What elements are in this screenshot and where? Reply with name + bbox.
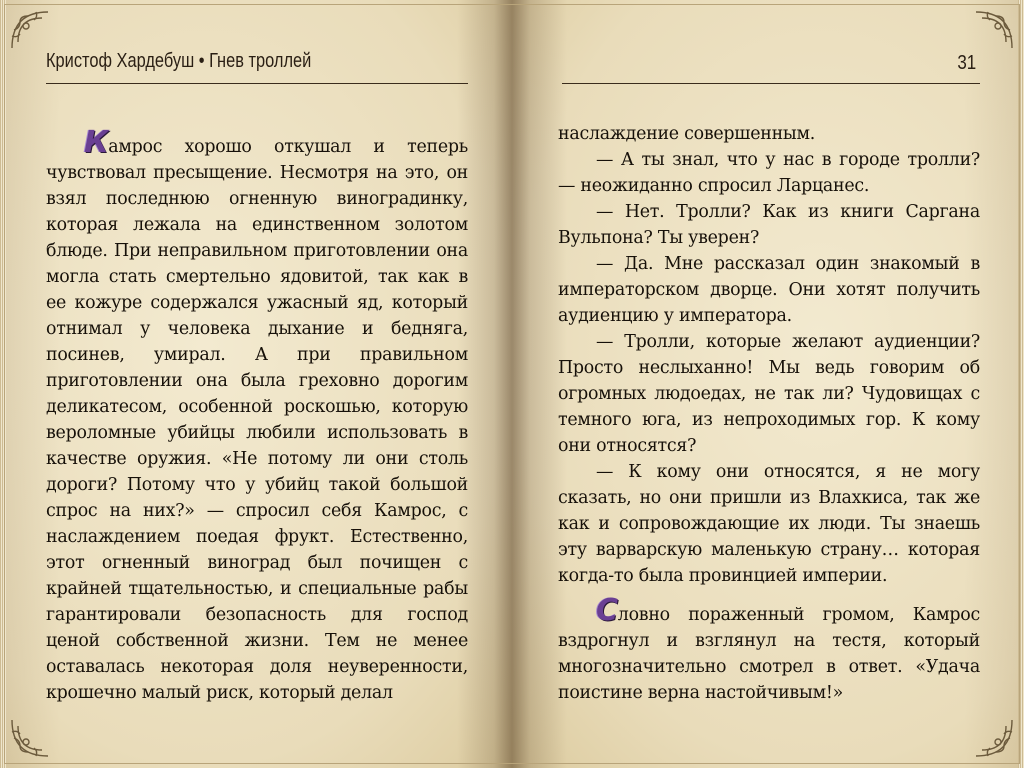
paragraph: — Тролли, которые желают аудиенции? Просто неслыханно! Мы ведь говорим об огромных людоедах, не так ли? Чудовищах с темного юга, из непроходимых гор. К кому они относятся? <box>558 332 980 456</box>
paragraph-text: амрос хорошо откушал и теперь чувствовал пресыщение. Несмотря на это, он взял последнюю огненную виноградинку, которая лежала на единственном золотом блюде. При неправильном приготовлении она могла стать смертельно ядовитой, так как в ее кожуре содержался ужасный яд, который отнимал у человека дыхание и бедняга, посинев, умирал. А при правильном приготовлении она была греховно дорогим деликатесом, особенной роскошью, которую вероломные убийцы любили использовать в качестве оружия. «Не потому ли они столь дороги? Потому что у убийц такой большой спрос на них?» — спросил себя Камрос, с наслаждением поедая фрукт. Естественно, этот огненный виноград был почищен с крайней тщательностью, и специальные рабы гарантировали безопасность для господ ценой собственной жизни. Тем не менее оставалась некоторая доля неуверенности, крошечно малый риск, который делал <box>46 137 468 703</box>
paragraph: — Да. Мне рассказал один знакомый в императорском дворце. Они хотят получить аудиенцию у императора. <box>558 254 980 326</box>
ornament-corner-icon <box>8 714 54 760</box>
header-rule <box>562 83 980 84</box>
paragraph: — К кому они относятся, я не могу сказать, но они пришли из Влахкиса, так же как и сопровождающие их люди. Ты знаешь эту варварскую маленькую страну… которая когда-то была провинцией империи. <box>558 462 980 586</box>
running-header: Кристоф Хардебуш • Гнев троллей <box>46 50 312 72</box>
paragraph <box>558 593 980 706</box>
ornament-corner-icon <box>970 8 1016 54</box>
drop-cap: С <box>596 593 618 628</box>
right-page[interactable] <box>512 0 1024 768</box>
drop-cap: К <box>84 125 109 160</box>
paragraph: наслаждение совершенным. <box>558 124 816 144</box>
paragraph: — А ты знал, что у нас в городе тролли? — неожиданно спросил Ларцанес. <box>558 150 980 196</box>
page-body <box>46 125 468 706</box>
page-number: 31 <box>957 52 976 74</box>
paragraph <box>46 125 468 706</box>
page-body <box>558 121 980 706</box>
header-rule <box>46 83 468 84</box>
paragraph-text: ловно пораженный громом, Камрос вздрогнул и взглянул на тестя, который многозначительно смотрел в ответ. «Удача поистине верна настойчивым!» <box>558 605 980 703</box>
ornament-corner-icon <box>8 8 54 54</box>
ornament-corner-icon <box>970 714 1016 760</box>
paragraph: — Нет. Тролли? Как из книги Саргана Вульпона? Ты уверен? <box>558 202 980 248</box>
